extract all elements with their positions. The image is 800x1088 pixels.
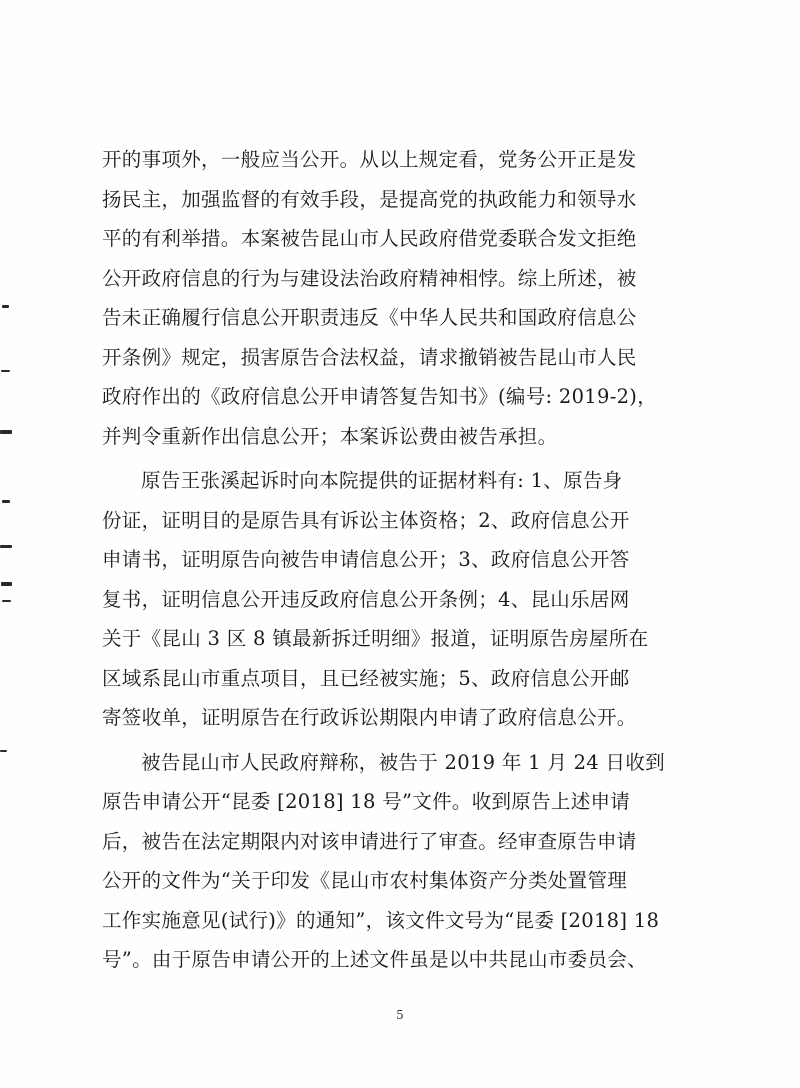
text-line: 工作实施意见(试行)》的通知”，该文件文号为“昆委 [2018] 18 [102,908,660,932]
page-number: 5 [396,1008,404,1022]
paragraph [102,140,688,456]
text-line: 开的事项外，一般应当公开。从以上规定看，党务公开正是发 [102,148,637,171]
scan-mark [2,305,9,308]
scan-mark [2,500,10,503]
text-line: 份证，证明目的是原告具有诉讼主体资格；2、政府信息公开 [102,508,630,532]
scan-mark [0,430,12,434]
scan-mark [0,750,7,752]
paragraph [102,461,688,738]
text-line: 号”。由于原告申请公开的上述文件虽是以中共昆山市委员会、 [102,948,647,971]
paragraph [102,743,688,980]
text-line: 被告昆山市人民政府辩称，被告于 2019 年 1 月 24 日收到 [141,750,665,774]
text-line: 开条例》规定，损害原告合法权益，请求撤销被告昆山市人民 [102,345,637,369]
text-line: 后，被告在法定期限内对该申请进行了审查。经审查原告申请 [102,829,637,853]
text-line: 申请书，证明原告向被告申请信息公开；3、政府信息公开答 [102,548,630,571]
text-line: 告未正确履行信息公开职责违反《中华人民共和国政府信息公 [102,306,637,329]
text-line: 关于《昆山 3 区 8 镇最新拆迁明细》报道，证明原告房屋所在 [102,627,649,650]
text-line: 复书，证明信息公开违反政府信息公开条例；4、昆山乐居网 [102,587,630,611]
text-line: 原告申请公开“昆委 [2018] 18 号”文件。收到原告上述申请 [102,790,631,813]
text-line: 平的有利举措。本案被告昆山市人民政府借党委联合发文拒绝 [102,227,637,250]
text-line: 原告王张溪起诉时向本院提供的证据材料有: 1、原告身 [141,469,623,492]
text-line: 扬民主，加强监督的有效手段，是提高党的执政能力和领导水 [102,187,637,211]
text-line: 寄签收单，证明原告在行政诉讼期限内申请了政府信息公开。 [102,706,637,729]
text-line: 政府作出的《政府信息公开申请答复告知书》(编号: 2019-2)， [102,385,658,408]
scan-mark [1,370,10,372]
text-line: 区域系昆山市重点项目，且已经被实施；5、政府信息公开邮 [102,666,630,690]
text-line: 并判令重新作出信息公开；本案诉讼费由被告承担。 [102,424,558,448]
text-line: 公开的文件为“关于印发《昆山市农村集体资产分类处置管理 [102,869,628,892]
scan-edge-marks [0,0,20,1088]
text-line: 公开政府信息的行为与建设法治政府精神相悖。综上所述，被 [102,266,637,290]
scan-mark [0,545,12,548]
document-body [102,140,688,980]
scan-mark [2,600,11,602]
scan-mark [1,582,12,586]
